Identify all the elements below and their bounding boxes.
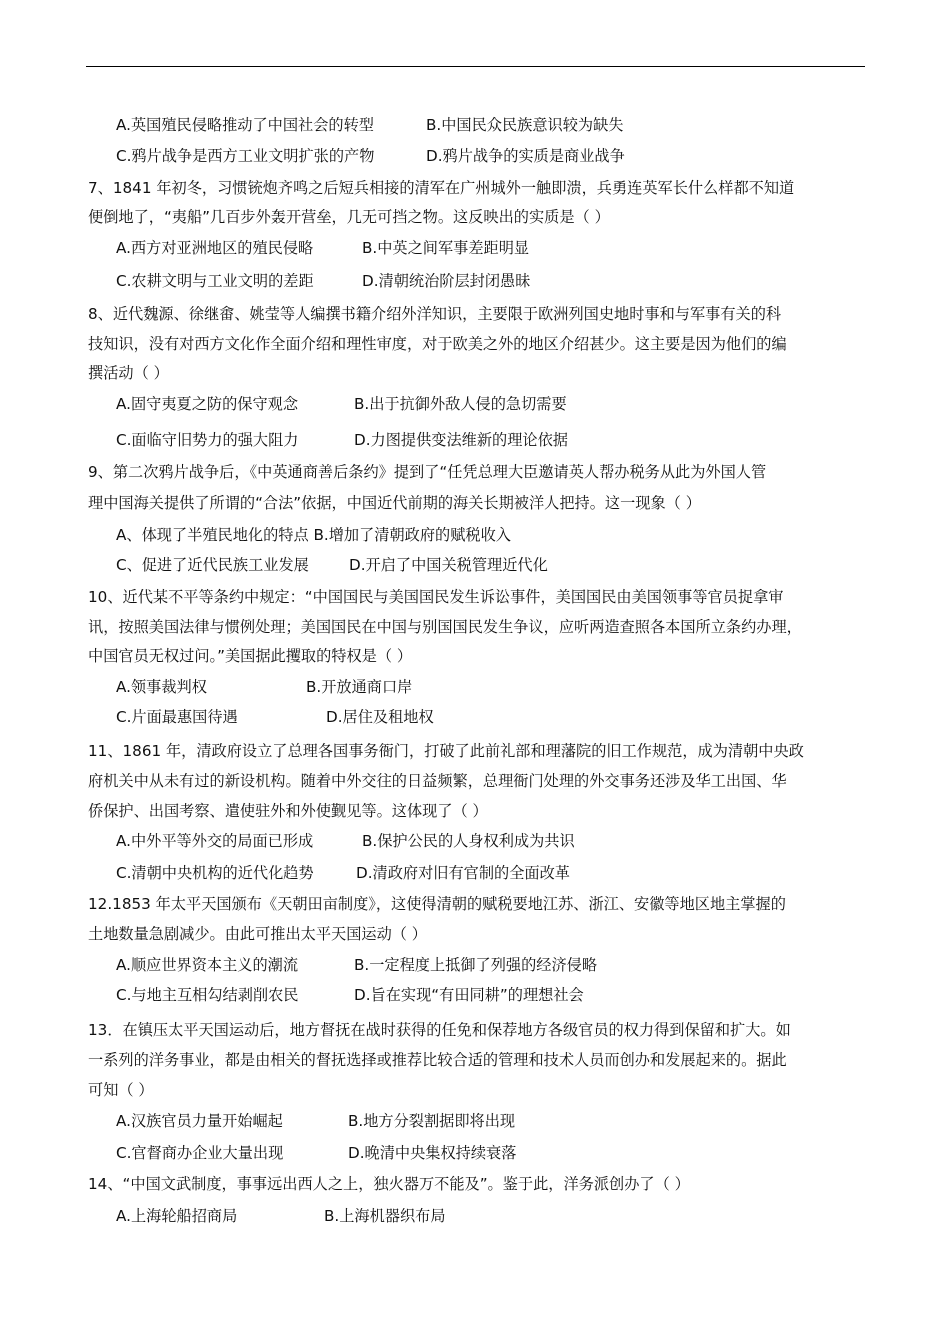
q7-options-row2: [116, 270, 906, 292]
q8-stem-line3: 撰活动（ ）: [88, 364, 169, 382]
q6-option-c: C.鸦片战争是西方工业文明扩张的产物: [116, 147, 375, 165]
q6-option-a: A.英国殖民侵略推动了中国社会的转型: [116, 116, 374, 134]
q12-stem-line1: 12.1853 年太平天国颁布《天朝田亩制度》，这使得清朝的赋税要地江苏、浙江、安徽等地区地主掌握的: [88, 895, 786, 913]
q11-option-a: A.中外平等外交的局面已形成: [116, 832, 314, 850]
q12-options-row2: [116, 984, 906, 1006]
q8-option-b: B.出于抗御外敌人侵的急切需要: [354, 395, 567, 413]
q13-options-row1: [116, 1110, 906, 1132]
q9-options-row1: A、体现了半殖民地化的特点 B.增加了清朝政府的赋税收入: [116, 526, 511, 544]
q11-stem-line1: 11、1861 年，清政府设立了总理各国事务衙门，打破了此前礼部和理藩院的旧工作规范，成为清朝中央政: [88, 742, 804, 760]
q13-option-a: A.汉族官员力量开始崛起: [116, 1112, 283, 1130]
q11-stem-line3: 侨保护、出国考察、遣使驻外和外使觐见等。这体现了（ ）: [88, 802, 488, 820]
q13-options-row2: [116, 1142, 906, 1164]
q13-option-d: D.晚清中央集权持续衰落: [348, 1144, 517, 1162]
q7-option-d: D.清朝统治阶层封闭愚昧: [362, 272, 531, 290]
q14-option-a: A.上海轮船招商局: [116, 1207, 238, 1225]
q7-stem-line1: 7、1841 年初冬，习惯铳炮齐鸣之后短兵相接的清军在广州城外一触即溃，兵勇连英军长什么样都不知道: [88, 179, 795, 197]
q13-stem-line1: 13．在镇压太平天国运动后，地方督抚在战时获得的任免和保荐地方各级官员的权力得到保留和扩大。如: [88, 1021, 791, 1039]
q10-stem-line1: 10、近代某不平等条约中规定：“中国国民与美国国民发生诉讼事件，美国国民由美国领事等官员捉拿审: [88, 588, 784, 606]
q7-option-b: B.中英之间军事差距明显: [362, 239, 530, 257]
q9-stem-line2: 理中国海关提供了所谓的“合法”依据，中国近代前期的海关长期被洋人把持。这一现象（ ）: [88, 494, 701, 512]
q11-option-d: D.清政府对旧有官制的全面改革: [356, 864, 570, 882]
q6-option-b: B.中国民众民族意识较为缺失: [426, 116, 624, 134]
q11-option-c: C.清朝中央机构的近代化趋势: [116, 864, 314, 882]
q8-options-row2: [116, 429, 906, 451]
q8-options-row1: [116, 393, 906, 415]
q7-options-row1: [116, 237, 906, 259]
q8-stem-line2: 技知识，没有对西方文化作全面介绍和理性审度，对于欧美之外的地区介绍甚少。这主要是因为他们的编: [88, 335, 787, 353]
q8-option-a: A.固守夷夏之防的保守观念: [116, 395, 299, 413]
q9-stem-line1: 9、第二次鸦片战争后，《中英通商善后条约》提到了“任凭总理大臣邀请英人帮办税务从此为外国人管: [88, 463, 767, 481]
q13-option-b: B.地方分裂割据即将出现: [348, 1112, 516, 1130]
q14-options-row1: [116, 1205, 906, 1227]
q8-stem-line1: 8、近代魏源、徐继畬、姚莹等人编撰书籍介绍外洋知识，主要限于欧洲列国史地时事和与军事有关的科: [88, 305, 782, 323]
q13-stem-line2: 一系列的洋务事业，都是由相关的督抚选择或推荐比较合适的管理和技术人员而创办和发展起来的。据此: [88, 1051, 787, 1069]
q10-option-b: B.开放通商口岸: [306, 678, 413, 696]
q9-options-row2: [116, 554, 906, 576]
q13-option-c: C.官督商办企业大量出现: [116, 1144, 284, 1162]
q7-stem-line2: 便倒地了，“夷船”几百步外轰开营垒，几无可挡之物。这反映出的实质是（ ）: [88, 208, 610, 226]
q8-option-c: C.面临守旧势力的强大阻力: [116, 431, 299, 449]
q10-stem-line2: 讯，按照美国法律与惯例处理；美国国民在中国与别国国民发生争议，应听两造查照各本国所立条约办理，: [88, 618, 802, 636]
header-rule: [86, 66, 865, 67]
q7-option-c: C.农耕文明与工业文明的差距: [116, 272, 314, 290]
q13-stem-line3: 可知（ ）: [88, 1081, 154, 1099]
q10-options-row2: [116, 706, 906, 728]
q12-options-row1: [116, 954, 906, 976]
q14-option-b: B.上海机器织布局: [324, 1207, 446, 1225]
q12-option-a: A.顺应世界资本主义的潮流: [116, 956, 299, 974]
q10-options-row1: [116, 676, 906, 698]
q6-options-row2: [116, 145, 906, 167]
q8-option-d: D.力图提供变法维新的理论依据: [354, 431, 568, 449]
q6-option-d: D.鸦片战争的实质是商业战争: [426, 147, 625, 165]
q12-option-d: D.旨在实现“有田同耕”的理想社会: [354, 986, 584, 1004]
q11-option-b: B.保护公民的人身权利成为共识: [362, 832, 575, 850]
q11-options-row2: [116, 862, 906, 884]
q12-option-b: B.一定程度上抵御了列强的经济侵略: [354, 956, 598, 974]
q11-options-row1: [116, 830, 906, 852]
q6-options-row1: [116, 114, 906, 136]
q9-option-d: D.开启了中国关税管理近代化: [349, 556, 548, 574]
q11-stem-line2: 府机关中从未有过的新设机构。随着中外交往的日益频繁，总理衙门处理的外交事务还涉及华工出国、华: [88, 772, 787, 790]
q10-option-d: D.居住及租地权: [326, 708, 434, 726]
q10-stem-line3: 中国官员无权过问。”美国据此攫取的特权是（ ）: [88, 647, 413, 665]
q14-stem-line1: 14、“中国文武制度，事事远出西人之上，独火器万不能及”。鉴于此，洋务派创办了（ ）: [88, 1175, 690, 1193]
q9-option-c: C、促进了近代民族工业发展: [116, 556, 309, 574]
q10-option-a: A.领事裁判权: [116, 678, 207, 696]
q10-option-c: C.片面最惠国待遇: [116, 708, 238, 726]
q7-option-a: A.西方对亚洲地区的殖民侵略: [116, 239, 314, 257]
q12-option-c: C.与地主互相勾结剥削农民: [116, 986, 299, 1004]
q12-stem-line2: 土地数量急剧减少。由此可推出太平天国运动（ ）: [88, 925, 427, 943]
